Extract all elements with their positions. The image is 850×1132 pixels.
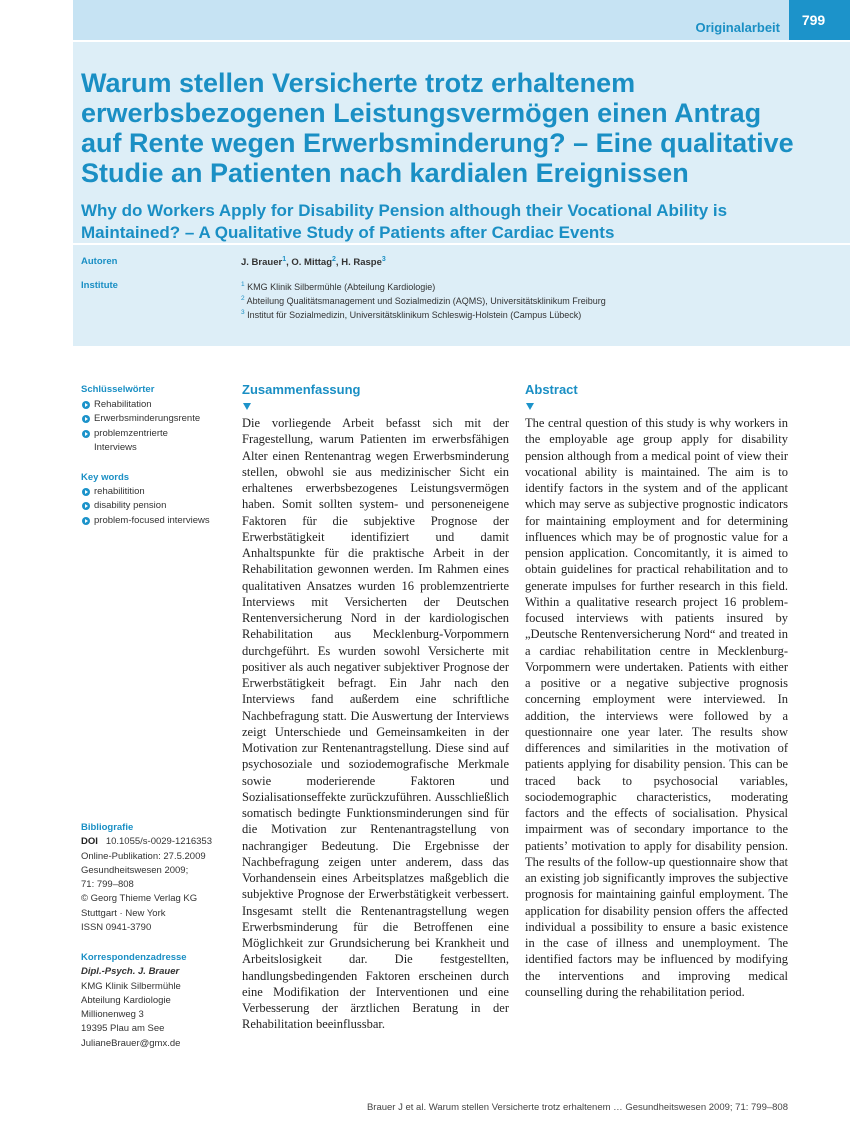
institute-name: KMG Klinik Silbermühle (Abteilung Kardiologie) — [247, 282, 436, 292]
biblio-line: Stuttgart · New York — [81, 907, 166, 919]
zusammenfassung-heading: Zusammenfassung — [242, 382, 361, 397]
top-bar-divider — [73, 40, 850, 42]
bullet-arrow-icon — [82, 502, 90, 510]
institute-name: Institut für Sozialmedizin, Universitätsklinikum Schleswig-Holstein (Campus Lübeck) — [247, 310, 582, 320]
keywords-en-title: Key words — [81, 472, 130, 483]
institute-list — [241, 279, 606, 321]
article-title: Warum stellen Versicherte trotz erhaltenem erwerbsbezogenen Leistungsvermögen einen Antrag auf Rente wegen Erwerbsminderung? – Eine qualitative Studie an Patienten nach kardialen Ereignissen — [81, 68, 794, 188]
bibliography-title: Bibliografie — [81, 822, 134, 833]
page-number — [789, 0, 850, 40]
keyword-text: disability pension — [94, 500, 167, 512]
keyword-item — [81, 499, 231, 513]
footer-citation: Brauer J et al. Warum stellen Versicherte trotz erhaltenem … Gesundheitswesen 2009; 71: 799–808 — [366, 1102, 788, 1113]
author-name: H. Raspe — [341, 257, 382, 269]
keywords-de-title: Schlüsselwörter — [81, 384, 155, 395]
keyword-item — [81, 398, 231, 412]
arrow-down-icon — [526, 403, 534, 410]
contact-line: Millionenweg 3 — [81, 1009, 144, 1021]
keyword-item — [81, 514, 231, 528]
contact-line: 19395 Plau am See — [81, 1023, 165, 1035]
doi-value: 10.1055/s-0029-1216353 — [105, 836, 212, 848]
doi-line — [81, 835, 236, 849]
contact-line: Abteilung Kardiologie — [81, 994, 171, 1006]
abstract-text: The central question of this study is why workers in the employable age group apply for disability pension although from a medical point of view their vocational ability is maintained. The aim is to identify factors in the system and of the applicant which may serve as subjective prognostic indicators for maintaining employment and for determining influences which may be of prognostic value for a pension application. Concomitantly, it is aimed to obtain guidelines for practical rehabilitation and to generate impulses for further research in this field. Within a qualitative research project 16 problem-focused interviews with patients insured by „Deutsche Rentenversicherung Nord“ and treated in a cardiac rehabilitation centre in Mecklenburg-Vorpommern were undertaken. Patients with either a positive or a negative subjective prognosis concerning employment were interviewed. In addition, the interviews were followed by a questionnaire one year later. The results show differences and similarities in the motivation of patients applying for disability pension. This can be traced back to psychosocial variables, sociodemographic characteristics, moderating factors and the effects of socialisation. Physical impairment was of secondary importance to the patients’ motivation to apply for disability pension. The results of the follow-up questionnaire show that an existing job significantly improves the subjective prognosis for maintaining gainful employment. The application for disability pension offers the affected individual a possibility to ensure a basic existence in the case of illness and unemployment. The identified factors may be influenced by modifying the interventions and improving medical counselling during the rehabilitation period. — [525, 416, 788, 999]
institute-number: 3 — [241, 309, 245, 316]
institute-item — [241, 307, 606, 321]
keyword-item-continued — [81, 441, 231, 455]
biblio-line: Online-Publikation: 27.5.2009 — [81, 850, 206, 862]
institute-number: 2 — [241, 295, 245, 302]
doi-label: DOI — [81, 836, 98, 848]
biblio-line: © Georg Thieme Verlag KG — [81, 893, 198, 905]
zusammenfassung-text: Die vorliegende Arbeit befasst sich mit der Fragestellung, warum Patienten im erwerbsfähigen Alter einen Rentenantrag wegen Erwerbsminderung stellen, obwohl sie aus medizinischer Sicht ein erhaltenes erwerbsbezogenes Leistungsvermögen haben. Somit sollten system- und personeneigene Faktoren für die subjektive Prognose der Erwerbstätigkeit identifiziert und damit Anhaltspunkte für die praktische Arbeit in der Rehabilitation gewonnen werden. Im Rahmen eines qualitativen Ansatzes wurden 16 problemzentrierte Interviews mit Versicherten der Deutschen Rentenversicherung Nord in der kardiologischen Rehabilitation aus Mecklenburg-Vorpommern durchgeführt. Es wurden sowohl Versicherte mit positiver als auch negativer subjektiver Prognose der Erwerbstätigkeit befragt. Ein Jahr nach den Interviews fand außerdem eine schriftliche Nachbefragung statt. Die Auswertung der Interviews zeigt Unterschiede und Gemeinsamkeiten in der Motivation zur Rentenantragstellung. Diese sind auf psychosoziale und soziodemografische Merkmale sowie moderierende Faktoren und Sozialisationseffekte zurückzuführen. Ausschließlich somatisch bedingte Funktionsminderungen sind für die Motivation zur Rentenantragstellung von nachrangiger Bedeutung. Die Ergebnisse der Nachbefragung zeigen unter anderem, dass das Vorhandensein eines Arbeitsplatzes maßgeblich die subjektive Prognose der Erwerbstätigkeit verbessert. Insgesamt stellt die Rentenantragstellung wegen Erwerbsminderung für die Betroffenen eine Möglichkeit zur Grundsicherung bei Krankheit und Arbeitslosigkeit dar. Die festgestellten, handlungsbedingenden Faktoren erscheinen durch eine Modifikation der Interventionen und eine Verbesserung der ärztlichen Beratung in der Rehabilitation beeinflussbar. — [242, 416, 509, 1032]
keyword-text: Erwerbsminderungsrente — [94, 413, 201, 425]
author-affiliation: 1 — [282, 256, 287, 263]
header-divider — [73, 243, 850, 245]
page-number-text: 799 — [801, 12, 826, 28]
section-label: Originalarbeit — [695, 20, 780, 35]
keyword-text: problem-focused interviews — [94, 514, 210, 526]
institute-number: 1 — [241, 281, 245, 288]
bullet-arrow-icon — [82, 488, 90, 496]
institute-name: Abteilung Qualitätsmanagement und Sozialmedizin (AQMS), Universitätsklinikum Freiburg — [246, 296, 606, 306]
bullet-arrow-icon — [82, 401, 90, 409]
article-subtitle: Why do Workers Apply for Disability Pension although their Vocational Ability is Maintained? – A Qualitative Study of Patients after Cardiac Events — [81, 201, 728, 242]
contact-line: KMG Klinik Silbermühle — [81, 980, 181, 992]
keywords-en-list — [81, 485, 231, 528]
contact-block — [81, 951, 236, 1051]
keyword-text: problemzentrierte — [94, 427, 168, 439]
author-affiliation: 3 — [381, 256, 386, 263]
author-name: O. Mittag — [291, 257, 333, 269]
biblio-line: Gesundheitswesen 2009; — [81, 864, 189, 876]
abstract-heading: Abstract — [525, 382, 578, 397]
keyword-text: Rehabilitation — [94, 399, 152, 410]
bullet-arrow-icon — [82, 430, 90, 438]
keyword-item — [81, 412, 231, 426]
bullet-arrow-icon — [82, 415, 90, 423]
authors-label: Autoren — [81, 256, 118, 267]
bibliography-block — [81, 821, 236, 935]
keyword-item — [81, 427, 231, 441]
keywords-de-list — [81, 398, 231, 455]
author-list: J. Brauer$^1$, O. Mittag$^2$, H. Raspe$^3$ — [241, 256, 386, 269]
arrow-down-icon — [243, 403, 251, 410]
institute-item — [241, 293, 606, 307]
bullet-arrow-icon — [82, 517, 90, 525]
author-affiliation: 2 — [332, 256, 336, 263]
biblio-line: ISSN 0941-3790 — [81, 922, 152, 934]
keyword-text: Interviews — [94, 441, 137, 453]
contact-email[interactable]: JulianeBrauer@gmx.de — [81, 1037, 181, 1049]
contact-title: Korrespondenzadresse — [81, 952, 187, 963]
institutes-label: Institute — [81, 280, 118, 291]
contact-name: Dipl.-Psych. J. Brauer — [81, 966, 180, 978]
keyword-text: rehabilitition — [94, 486, 145, 497]
institute-item — [241, 279, 606, 293]
keyword-item — [81, 485, 231, 499]
biblio-line: 71: 799–808 — [81, 879, 134, 891]
author-name: J. Brauer — [241, 257, 283, 269]
